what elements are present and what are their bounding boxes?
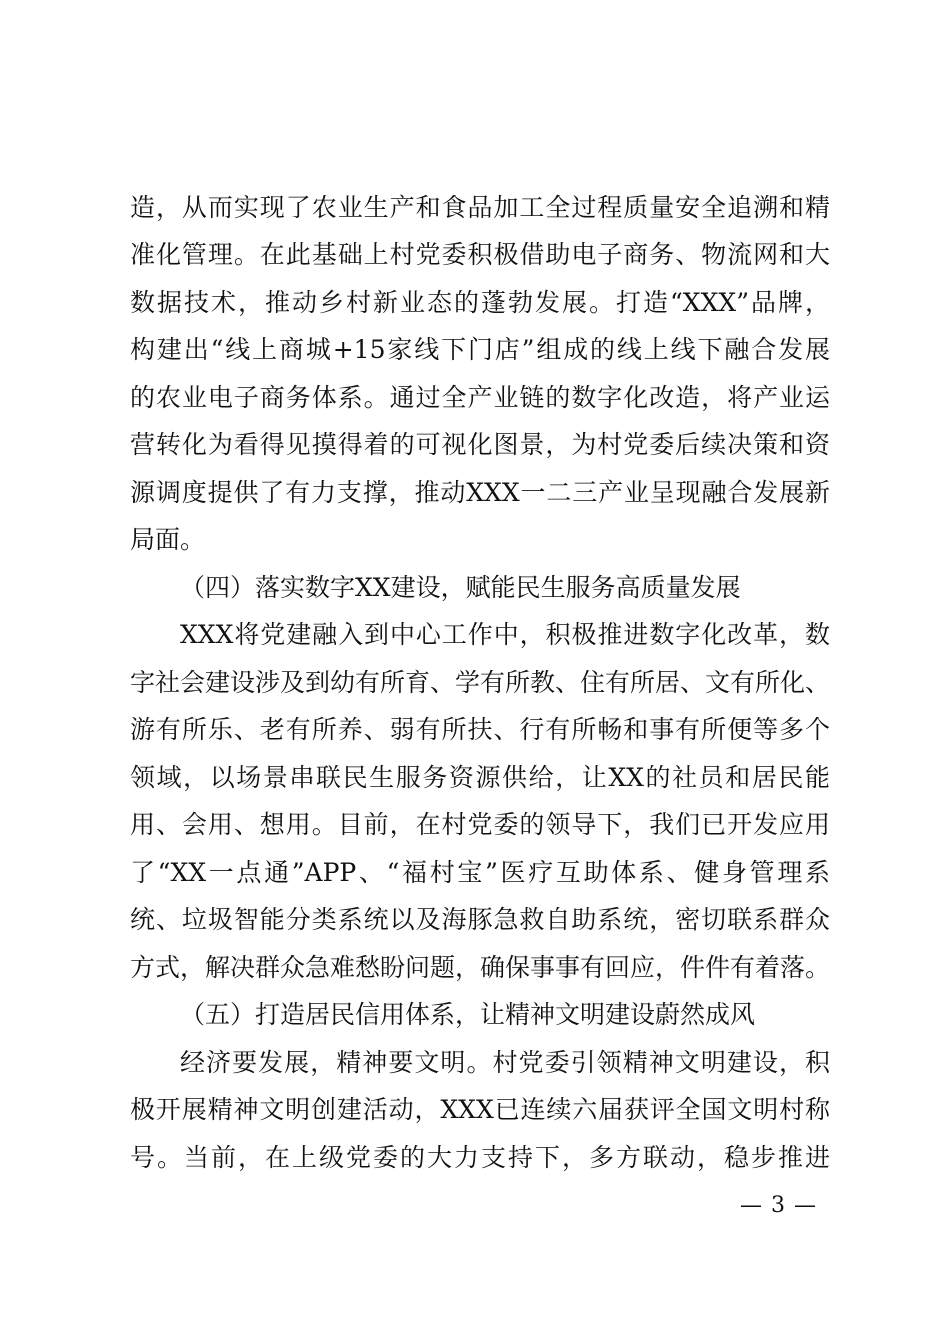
- paragraph-2-line-3: 游有所乐、老有所养、弱有所扶、行有所畅和事有所便等多个: [130, 715, 830, 744]
- paragraph-1-line-5: 的农业电子商务体系。通过全产业链的数字化改造，将产业运: [130, 383, 830, 412]
- paragraph-3-line-1: 经济要发展，精神要文明。村党委引领精神文明建设，积: [180, 1048, 830, 1077]
- paragraph-1-line-4: 构建出“线上商城+15家线下门店”组成的线上线下融合发展: [130, 335, 830, 364]
- paragraph-2-line-7: 统、垃圾智能分类系统以及海豚急救自助系统，密切联系群众: [130, 905, 830, 934]
- paragraph-1-line-3: 数据技术，推动乡村新业态的蓬勃发展。打造“XXX”品牌，: [130, 288, 830, 317]
- paragraph-1-line-8: 局面。: [130, 525, 206, 554]
- paragraph-2-line-5: 用、会用、想用。目前，在村党委的领导下，我们已开发应用: [130, 810, 830, 839]
- paragraph-3-line-2: 极开展精神文明创建活动，XXX已连续六届获评全国文明村称: [130, 1095, 830, 1124]
- paragraph-2-line-6: 了“XX一点通”APP、“福村宝”医疗互助体系、健身管理系: [130, 858, 830, 887]
- paragraph-2-line-8: 方式，解决群众急难愁盼问题，确保事事有回应，件件有着落。: [130, 953, 831, 982]
- section-heading-5: （五）打造居民信用体系，让精神文明建设蔚然成风: [180, 1000, 756, 1029]
- paragraph-2-line-2: 字社会建设涉及到幼有所育、学有所教、住有所居、文有所化、: [130, 668, 831, 697]
- paragraph-1-line-7: 源调度提供了有力支撑，推动XXX一二三产业呈现融合发展新: [130, 478, 830, 507]
- paragraph-2-line-4: 领域，以场景串联民生服务资源供给，让XX的社员和居民能: [130, 763, 830, 792]
- paragraph-1-line-1: 造，从而实现了农业生产和食品加工全过程质量安全追溯和精: [130, 193, 830, 222]
- page-number: — 3 —: [740, 1193, 817, 1218]
- paragraph-2-line-1: XXX将党建融入到中心工作中，积极推进数字化改革，数: [180, 620, 830, 649]
- paragraph-1-line-6: 营转化为看得见摸得着的可视化图景，为村党委后续决策和资: [130, 430, 830, 459]
- section-heading-4: （四）落实数字XX建设，赋能民生服务高质量发展: [180, 573, 741, 602]
- paragraph-1-line-2: 准化管理。在此基础上村党委积极借助电子商务、物流网和大: [130, 240, 830, 269]
- paragraph-3-line-3: 号。当前，在上级党委的大力支持下，多方联动，稳步推进: [130, 1143, 830, 1172]
